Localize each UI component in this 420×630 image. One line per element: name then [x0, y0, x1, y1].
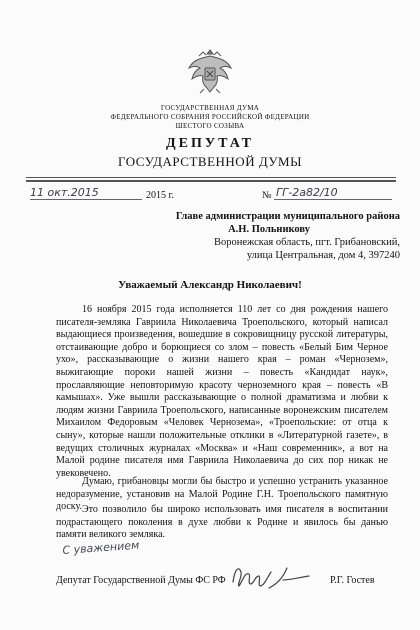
greeting: Уважаемый Александр Николаевич! [118, 279, 302, 291]
date-year: 2015 г. [146, 190, 174, 201]
header-divider [26, 180, 396, 182]
handwritten-number: ГГ-2а82/10 [276, 186, 338, 199]
body-paragraph: Думаю, грибановцы могли бы быстро и успешно устранить указанное недоразумение, установив на Малой Родине Г.Н. Троепольского памятную доску. [56, 476, 388, 513]
letterhead-subtitle: ГОСУДАРСТВЕННОЙ ДУМЫ [118, 154, 302, 169]
handwritten-closing: С уважением [62, 538, 140, 557]
number-label: № [262, 190, 272, 201]
letterhead-title: ДЕПУТАТ [166, 136, 254, 151]
signatory-role: Депутат Государственной Думы ФС РФ [56, 575, 226, 586]
addressee-address: улица Центральная, дом 4, 397240 [246, 250, 400, 261]
header-divider [26, 177, 396, 178]
handwritten-signature [225, 558, 315, 594]
addressee-address: Воронежская область, пгт. Грибановский, [214, 237, 400, 248]
number-underline [274, 199, 392, 200]
body-paragraph: Это позволило бы широко использовать имя писателя в воспитании подрастающего поколения в духе любви к Родине и явилось бы данью памяти великого земляка. [56, 504, 388, 541]
date-underline [30, 199, 142, 200]
signatory-name: Р.Г. Гостев [330, 575, 375, 586]
coat-of-arms-eagle-icon [187, 46, 233, 96]
handwritten-date: 11 окт.2015 [30, 186, 99, 199]
org-line: ШЕСТОГО СОЗЫВА [175, 122, 245, 130]
body-paragraph: 16 ноября 2015 года исполняется 110 лет со дня рождения нашего писателя-земляка Гавриила Николаевича Троепольского, который написал выдающиеся произведения, вошедшие в сокровищницу русской литературы, отстаивающие добро и борющиеся со злом – повесть «Белый Бим Черное ухо», рассказывающие о жизни нашего края – роман «Чернозем», выжигающие пороки нашей жизни – повесть «Кандидат наук», прославляющие неповторимую красоту черноземного края – повесть «В камышах». Уже вышли рассказывающие о полной драматизма и любви к людям жизни Гавриила Троепольского, написанные воронежским писателем Михаилом Федоровым «Человек Чернозема», «Троепольские: от отца к сыну», которые нашли положительные отклики в «Литературной газете», в ведущих столичных журналах «Москва» и «Наш современник», а вот на Малой родине писателя имя Гавриила Николаевича до сих пор никак не увековечено. [56, 304, 388, 479]
org-line: ГОСУДАРСТВЕННАЯ ДУМА [160, 104, 260, 112]
addressee-title: Главе администрации муниципального района [175, 211, 400, 222]
org-line: ФЕДЕРАЛЬНОГО СОБРАНИЯ РОССИЙСКОЙ ФЕДЕРАЦИИ [110, 113, 310, 121]
addressee-name: А.Н. Польникову [228, 224, 310, 235]
